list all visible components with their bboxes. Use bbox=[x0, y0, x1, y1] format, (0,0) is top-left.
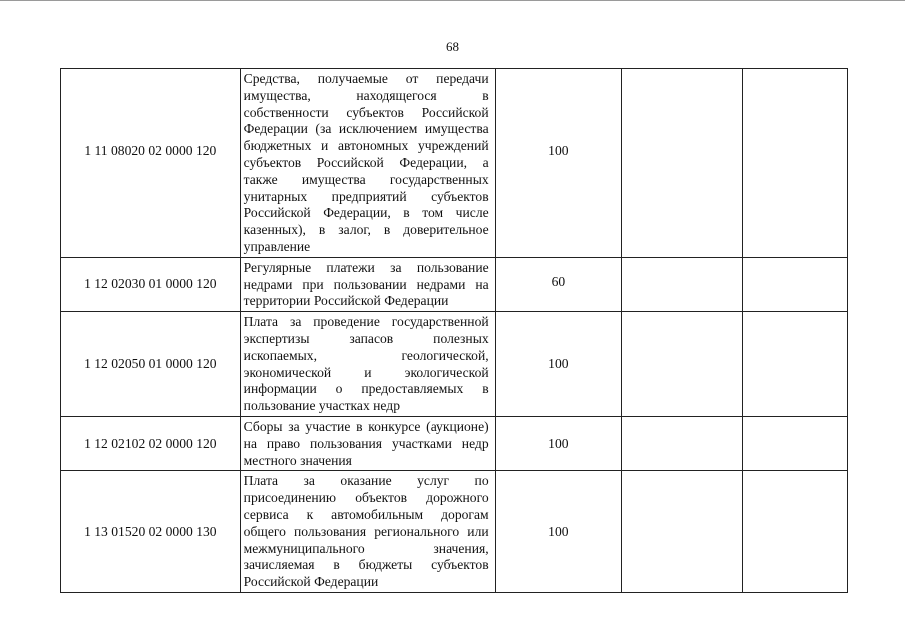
table-row bbox=[61, 416, 848, 470]
empty-cell bbox=[742, 69, 847, 258]
budget-code: 1 12 02102 02 0000 120 bbox=[84, 435, 217, 451]
norm-cell bbox=[495, 69, 621, 258]
norm-cell bbox=[495, 471, 621, 593]
revenue-name-cell bbox=[240, 416, 495, 470]
revenue-name-cell bbox=[240, 312, 495, 417]
norm-cell bbox=[495, 257, 621, 311]
budget-code-cell bbox=[61, 416, 241, 470]
scan-top-edge bbox=[0, 0, 905, 1]
empty-cell bbox=[622, 312, 742, 417]
table-row bbox=[61, 312, 848, 417]
empty-cell bbox=[622, 257, 742, 311]
budget-code: 1 11 08020 02 0000 120 bbox=[84, 142, 217, 158]
norm-value: 100 bbox=[548, 523, 569, 539]
table-row bbox=[61, 257, 848, 311]
revenue-name: Сборы за участие в конкурсе (аукционе) на право пользования участками недр местного значения bbox=[243, 418, 489, 468]
norm-value: 100 bbox=[548, 142, 569, 158]
revenue-name-cell bbox=[240, 471, 495, 593]
revenue-name-cell bbox=[240, 69, 495, 258]
norm-cell bbox=[495, 416, 621, 470]
empty-cell bbox=[742, 471, 847, 593]
budget-code: 1 12 02050 01 0000 120 bbox=[84, 356, 217, 372]
empty-cell bbox=[742, 416, 847, 470]
budget-code-cell bbox=[61, 312, 241, 417]
revenue-name: Плата за оказание услуг по присоединению объектов дорожного сервиса к автомобильным дорогам общего пользования регионального или межмуниципального значения, зачисляемая в бюджеты субъектов Российской Федерации bbox=[243, 473, 489, 590]
revenue-name: Регулярные платежи за пользование недрами при пользовании недрами на территории Российской Федерации bbox=[243, 259, 489, 309]
empty-cell bbox=[742, 312, 847, 417]
empty-cell bbox=[622, 69, 742, 258]
empty-cell bbox=[742, 257, 847, 311]
revenue-name-cell bbox=[240, 257, 495, 311]
revenue-name: Средства, получаемые от передачи имущества, находящегося в собственности субъектов Российской Федерации (за исключением имущества бюджетных и автономных учреждений субъектов Российской Федерации, а также имущества государственных унитарных предприятий субъектов Российской Федерации, в том числе казенных), в залог, в доверительное управление bbox=[243, 71, 489, 254]
revenue-name: Плата за проведение государственной экспертизы запасов полезных ископаемых, геологической, экономической и экологической информации о предоставляемых в пользование участках недр bbox=[243, 314, 489, 414]
norm-value: 100 bbox=[548, 356, 569, 372]
budget-code-cell bbox=[61, 69, 241, 258]
table-row bbox=[61, 471, 848, 593]
norm-value: 100 bbox=[548, 435, 569, 451]
budget-code-cell bbox=[61, 257, 241, 311]
budget-code: 1 12 02030 01 0000 120 bbox=[84, 276, 217, 292]
empty-cell bbox=[622, 416, 742, 470]
page-number: 68 bbox=[446, 39, 459, 54]
table-row bbox=[61, 69, 848, 258]
budget-code: 1 13 01520 02 0000 130 bbox=[84, 523, 217, 539]
norm-value: 60 bbox=[551, 274, 566, 290]
budget-revenue-table bbox=[60, 68, 848, 593]
budget-code-cell bbox=[61, 471, 241, 593]
norm-cell bbox=[495, 312, 621, 417]
empty-cell bbox=[622, 471, 742, 593]
